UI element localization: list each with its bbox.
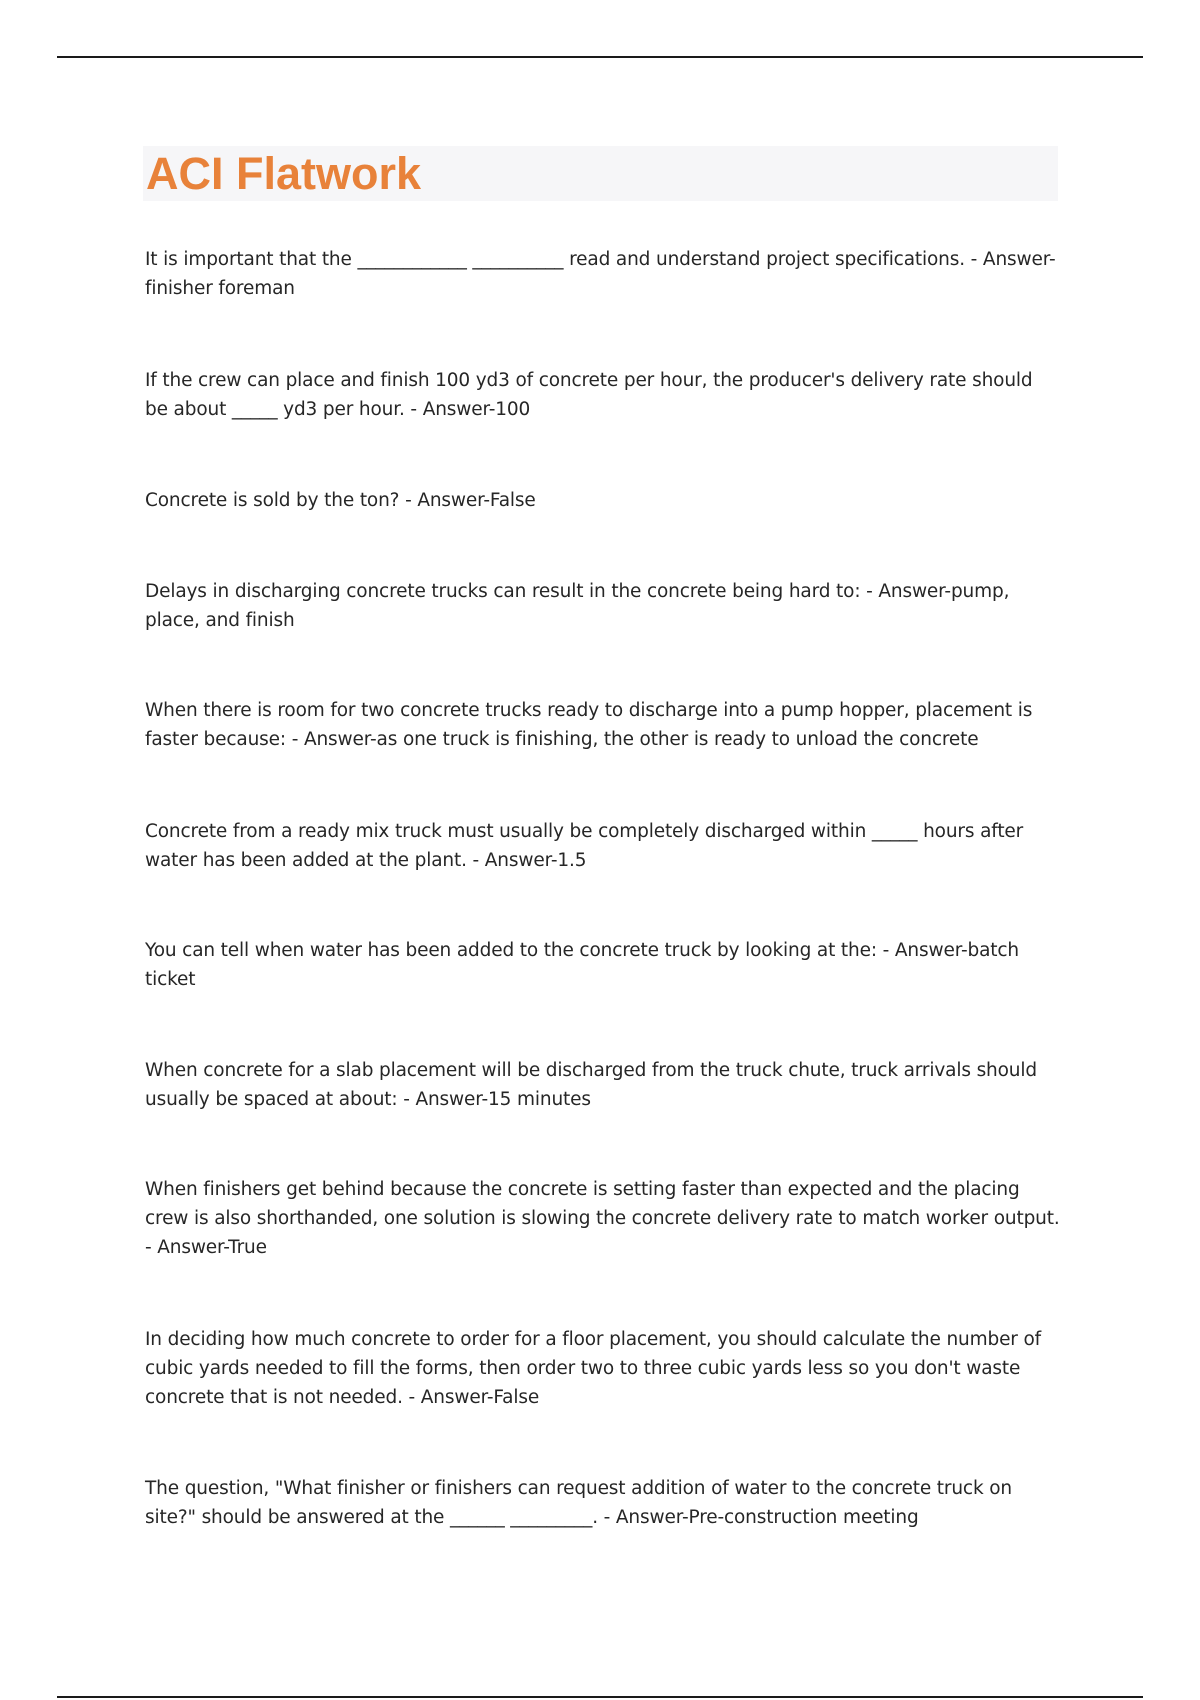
document-title: ACI Flatwork [146,148,422,199]
top-rule [57,56,1143,58]
qa-item-3: Concrete is sold by the ton? - Answer-False [145,490,536,511]
qa-item-10: In deciding how much concrete to order for a floor placement, you should calculate the number of cubic yards needed to fill the forms, then order two to three cubic yards less so you don't waste concrete that is not needed. - Answer-False [145,1329,1042,1408]
qa-item-4: Delays in discharging concrete trucks can result in the concrete being hard to: - Answer-pump, place, and finish [145,581,1010,631]
qa-item-8: When concrete for a slab placement will be discharged from the truck chute, truck arrivals should usually be spaced at about: - Answer-15 minutes [145,1060,1037,1110]
bottom-rule [57,1696,1143,1698]
qa-item-1: It is important that the ____________ __________ read and understand project specifications. - Answer-finisher foreman [145,249,1056,299]
qa-item-9: When finishers get behind because the concrete is setting faster than expected and the placing crew is also shorthanded, one solution is slowing the concrete delivery rate to match worker output. - Answer-True [145,1179,1060,1258]
qa-item-7: You can tell when water has been added to the concrete truck by looking at the: - Answer-batch ticket [145,940,1019,990]
qa-item-5: When there is room for two concrete trucks ready to discharge into a pump hopper, placement is faster because: - Answer-as one truck is finishing, the other is ready to unload the concrete [145,700,1033,750]
qa-item-11: The question, "What finisher or finishers can request addition of water to the concrete truck on site?" should be answered at the ______ _________. - Answer-Pre-construction meeting [145,1478,1012,1528]
qa-item-2: If the crew can place and finish 100 yd3 of concrete per hour, the producer's delivery rate should be about _____ yd3 per hour. - Answer-100 [145,370,1033,420]
qa-item-6: Concrete from a ready mix truck must usually be completely discharged within _____ hours after water has been added at the plant. - Answer-1.5 [145,821,1024,871]
